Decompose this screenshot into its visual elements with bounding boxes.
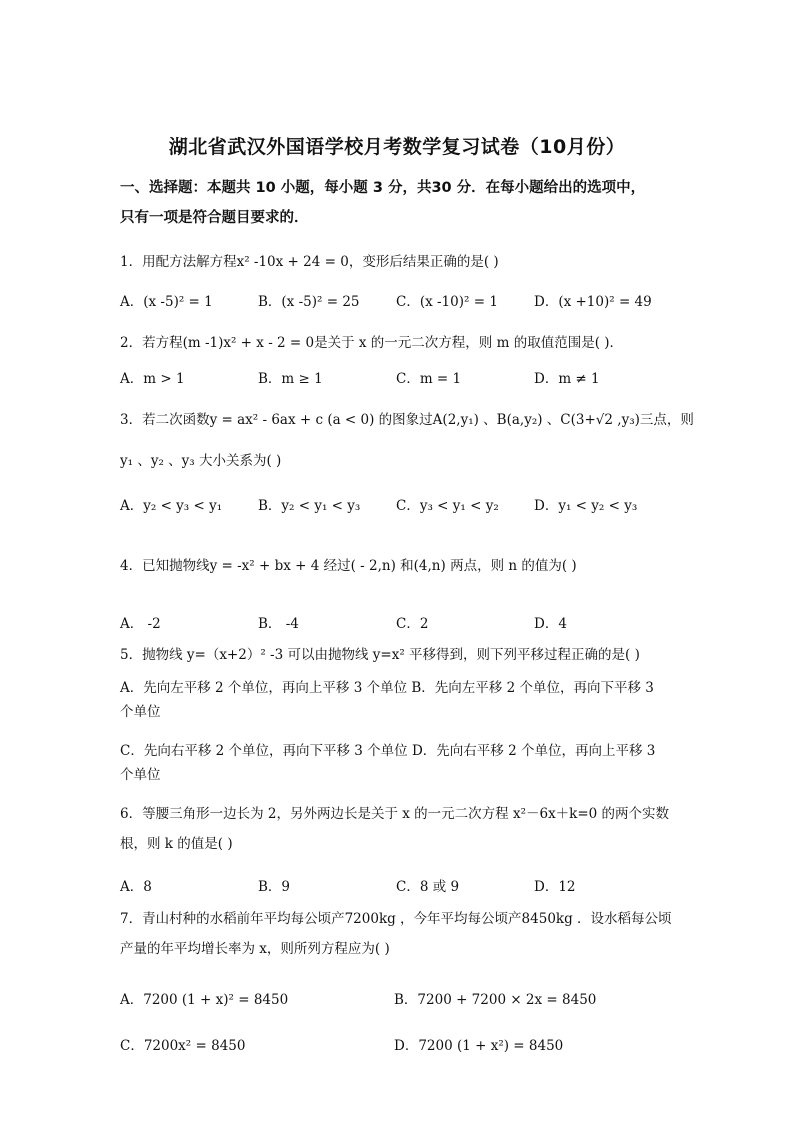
question-7-stem-line2: 产量的年平均增长率为 x，则所列方程应为( ) bbox=[120, 941, 390, 957]
question-5-options-cd: C．先向右平移 2 个单位，再向下平移 3 个单位 D．先向右平移 2 个单位，再向上平移 3 bbox=[120, 743, 656, 759]
question-3-stem-line2: y₁ 、y₂ 、y₃ 大小关系为( ) bbox=[120, 453, 282, 469]
question-7-option-a: A．7200 (1 + x)² = 8450 bbox=[120, 992, 289, 1008]
page-title: 湖北省武汉外国语学校月考数学复习试卷（10月份） bbox=[168, 136, 626, 158]
question-5-options-cd-wrap: 个单位 bbox=[120, 767, 161, 783]
question-4-option-a: A． -2 bbox=[120, 616, 161, 632]
question-4-stem: 4．已知抛物线y = -x² + bx + 4 经过( - 2,n) 和(4,n) 两点，则 n 的值为( ) bbox=[120, 558, 577, 574]
question-5-options-ab: A．先向左平移 2 个单位，再向上平移 3 个单位 B．先向左平移 2 个单位，再向下平移 3 bbox=[120, 680, 654, 696]
question-3-stem: 3．若二次函数y = ax² - 6ax + c (a < 0) 的图象过A(2,y₁) 、B(a,y₂) 、C(3+√2 ,y₃)三点，则 bbox=[120, 412, 694, 428]
question-5-stem: 5．抛物线 y=（x+2）² -3 可以由抛物线 y=x² 平移得到，则下列平移过程正确的是( ) bbox=[120, 647, 640, 663]
question-6-stem-line2: 根，则 k 的值是( ) bbox=[120, 836, 233, 852]
question-3-option-a: A．y₂ < y₃ < y₁ bbox=[120, 498, 223, 514]
question-2-option-c: C．m = 1 bbox=[396, 371, 462, 387]
question-1-option-d: D．(x +10)² = 49 bbox=[534, 294, 652, 310]
question-3-option-b: B．y₂ < y₁ < y₃ bbox=[258, 498, 361, 514]
question-3-option-d: D．y₁ < y₂ < y₃ bbox=[534, 498, 638, 514]
question-1-option-c: C．(x -10)² = 1 bbox=[396, 294, 498, 310]
question-2-option-d: D．m ≠ 1 bbox=[534, 371, 600, 387]
question-3-option-c: C．y₃ < y₁ < y₂ bbox=[396, 498, 499, 514]
question-7-option-c: C．7200x² = 8450 bbox=[120, 1038, 246, 1054]
question-4-option-c: C．2 bbox=[396, 616, 429, 632]
question-7-option-b: B．7200 + 7200 × 2x = 8450 bbox=[394, 992, 597, 1008]
question-2-stem: 2．若方程(m -1)x² + x - 2 = 0是关于 x 的一元二次方程，则 m 的取值范围是( )． bbox=[120, 335, 624, 351]
question-6-option-c: C．8 或 9 bbox=[396, 879, 460, 895]
question-7-stem: 7．青山村种的水稻前年平均每公顷产7200kg ，今年平均每公顷产8450kg ．设水稻每公顷 bbox=[120, 911, 672, 927]
question-6-option-b: B．9 bbox=[258, 879, 291, 895]
question-5-options-ab-wrap: 个单位 bbox=[120, 704, 161, 720]
section-heading-line1: 一、选择题：本题共 10 小题，每小题 3 分，共30 分．在每小题给出的选项中， bbox=[120, 180, 646, 196]
question-1-stem: 1．用配方法解方程x² -10x + 24 = 0，变形后结果正确的是( ) bbox=[120, 254, 499, 270]
question-6-option-a: A．8 bbox=[120, 879, 152, 895]
question-6-stem: 6．等腰三角形一边长为 2，另外两边长是关于 x 的一元二次方程 x²－6x＋k=0 的两个实数 bbox=[120, 806, 670, 822]
section-heading-line2: 只有一项是符合题目要求的． bbox=[120, 210, 309, 226]
question-2-option-a: A．m > 1 bbox=[120, 371, 185, 387]
question-4-option-b: B． -4 bbox=[258, 616, 299, 632]
question-2-option-b: B．m ≥ 1 bbox=[258, 371, 323, 387]
question-7-option-d: D．7200 (1 + x²) = 8450 bbox=[394, 1038, 564, 1054]
question-6-option-d: D．12 bbox=[534, 879, 576, 895]
question-4-option-d: D．4 bbox=[534, 616, 567, 632]
question-1-option-a: A．(x -5)² = 1 bbox=[120, 294, 213, 310]
question-1-option-b: B．(x -5)² = 25 bbox=[258, 294, 360, 310]
